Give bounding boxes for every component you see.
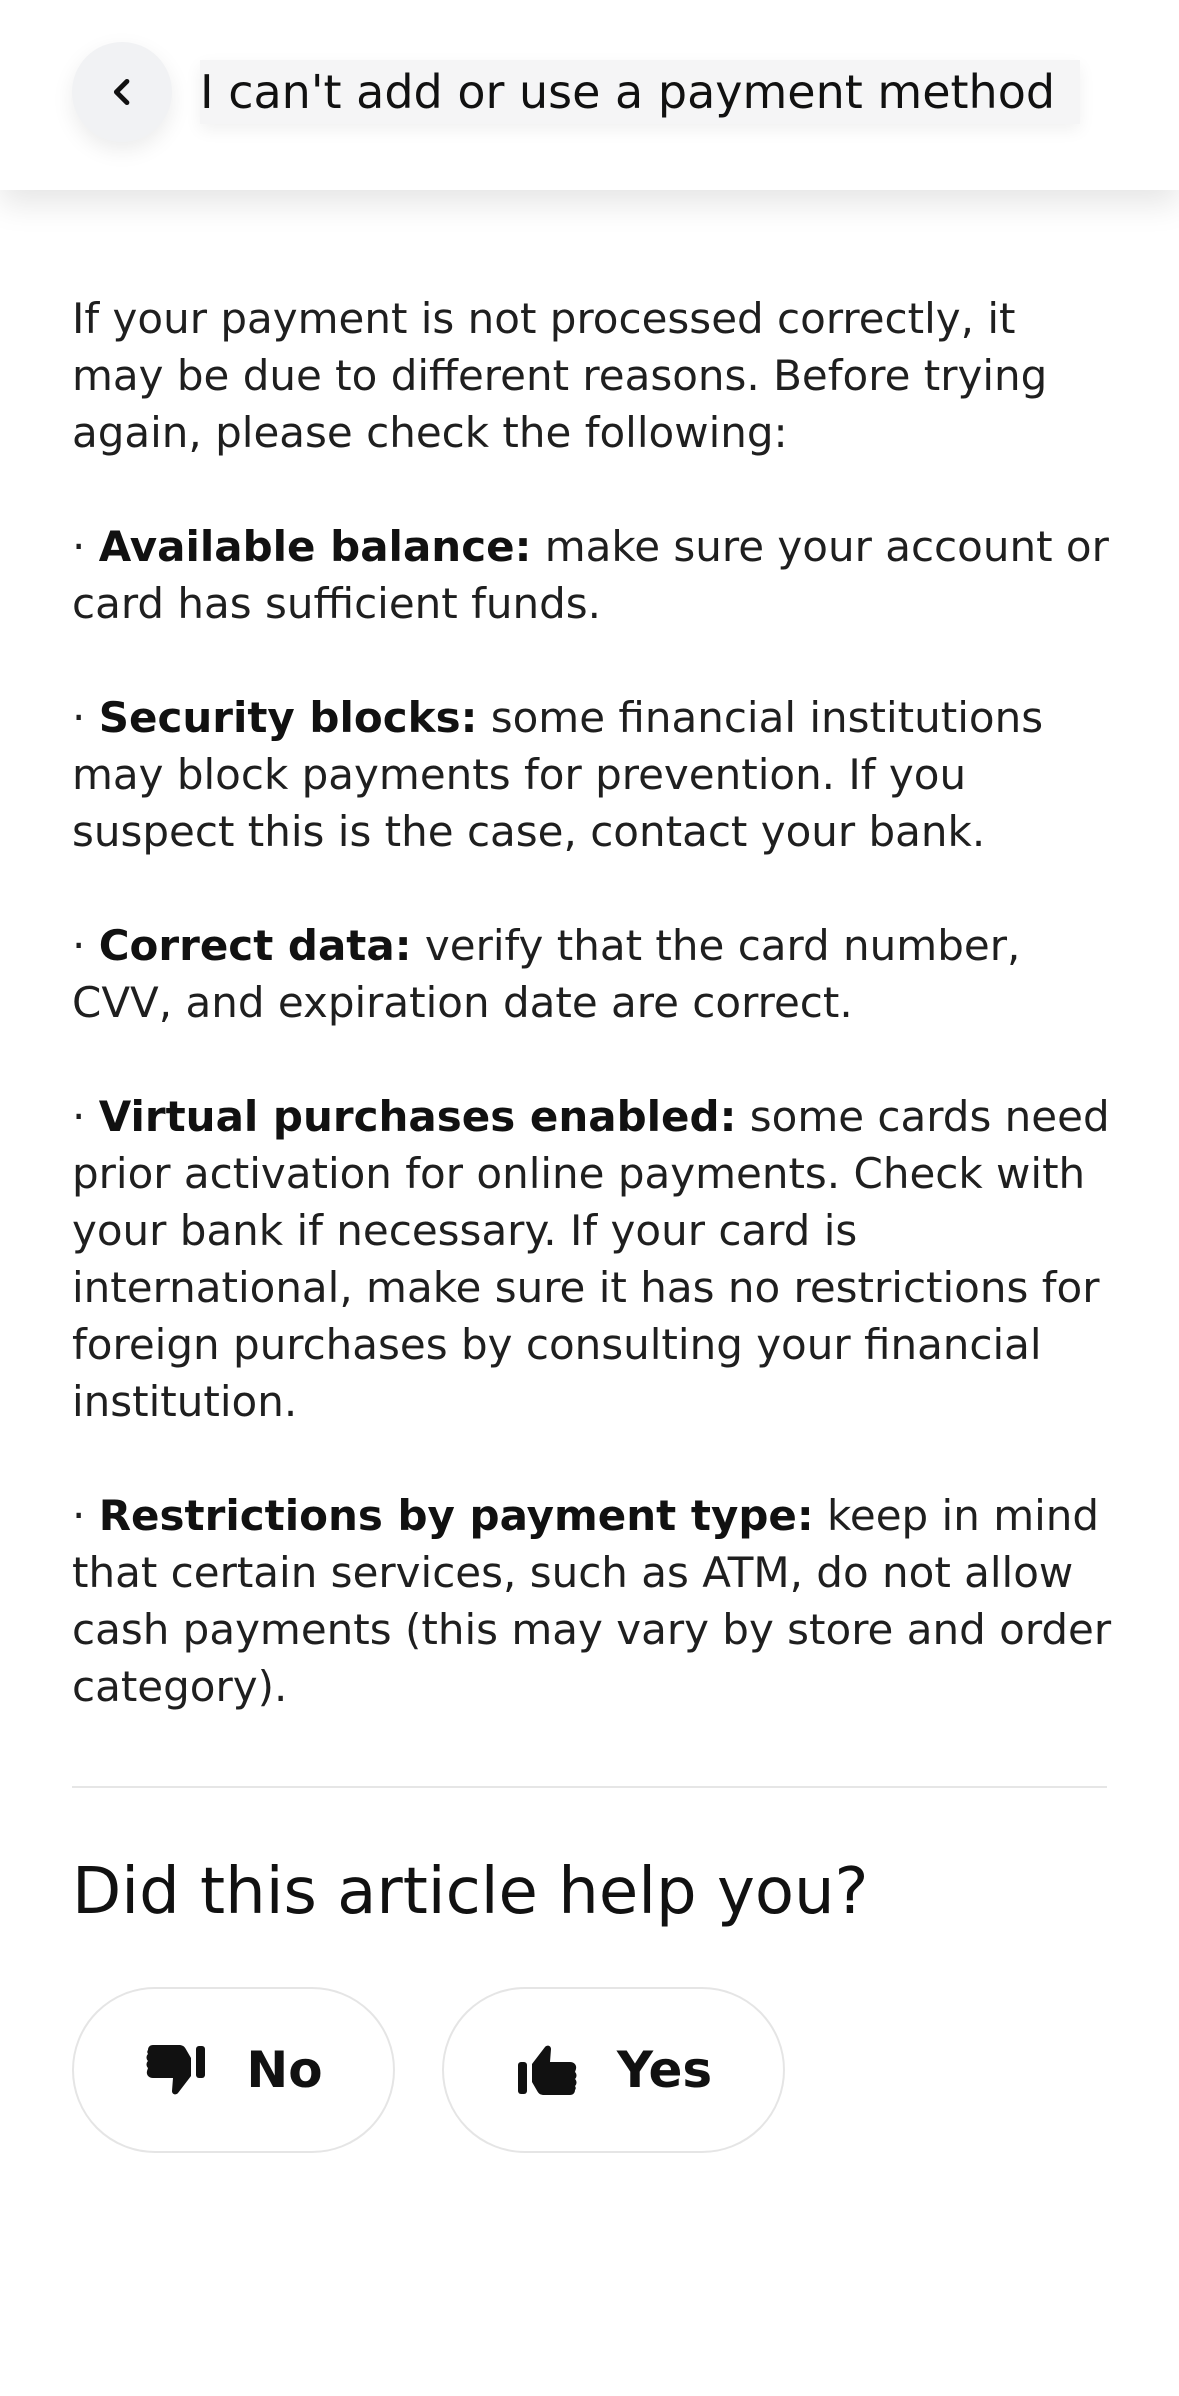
no-label: No [246, 2041, 323, 2099]
top-bar [0, 0, 1179, 190]
bullet: · [72, 1092, 86, 1141]
article-item-text: some financial institutions may block payments for prevention. If you suspect this is the case, contact your bank. [72, 693, 1044, 856]
no-button[interactable] [72, 1987, 395, 2153]
yes-label: Yes [616, 2041, 713, 2099]
article-item-label: Restrictions by payment type: [98, 1491, 814, 1540]
article-item-payment-type-restrictions [72, 1487, 1112, 1715]
bullet: · [72, 522, 86, 571]
article-item-text: some cards need prior activation for online payments. Check with your bank if necessary. If your card is international, make sure it has no restrictions for foreign purchases by consulting your financial institution. [72, 1092, 1110, 1426]
article-item-available-balance [72, 518, 1112, 632]
page-title: I can't add or use a payment method [200, 60, 1080, 124]
divider [72, 1786, 1107, 1788]
article-item-correct-data [72, 917, 1112, 1031]
article-item-virtual-purchases [72, 1088, 1112, 1430]
yes-button[interactable] [442, 1987, 785, 2153]
back-button[interactable] [72, 42, 172, 142]
article-item-label: Available balance: [98, 522, 532, 571]
article-item-label: Security blocks: [98, 693, 478, 742]
chevron-left-icon [105, 75, 139, 109]
article-body [72, 290, 1112, 1715]
thumbs-down-icon [144, 2044, 208, 2096]
thumbs-up-icon [515, 2044, 579, 2096]
article-item-label: Correct data: [98, 921, 412, 970]
article-item-security-blocks [72, 689, 1112, 860]
bullet: · [72, 921, 86, 970]
article-item-text: make sure your account or card has sufficient funds. [72, 522, 1109, 628]
feedback-question: Did this article help you? [72, 1855, 869, 1929]
article-item-text: keep in mind that certain services, such as ATM, do not allow cash payments (this may vary by store and order category). [72, 1491, 1112, 1711]
bullet: · [72, 693, 86, 742]
bullet: · [72, 1491, 86, 1540]
article-item-label: Virtual purchases enabled: [98, 1092, 737, 1141]
article-intro: If your payment is not processed correctly, it may be due to different reasons. Before trying again, please check the following: [72, 294, 1048, 457]
article-item-text: verify that the card number, CVV, and expiration date are correct. [72, 921, 1021, 1027]
